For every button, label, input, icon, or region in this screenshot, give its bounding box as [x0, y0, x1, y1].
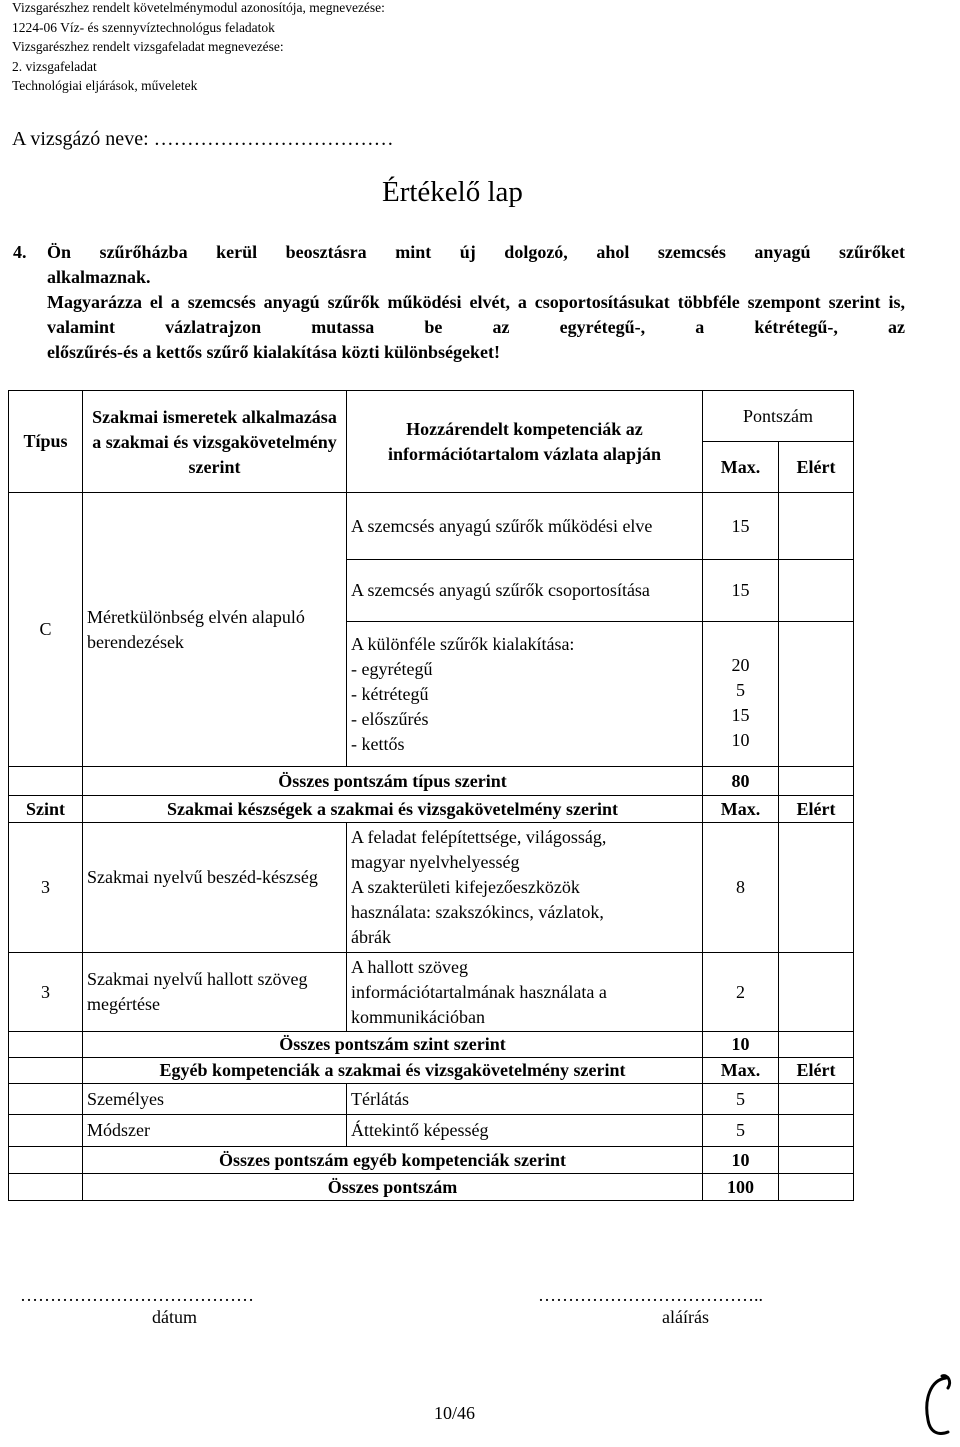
level-cell: 3 — [9, 823, 83, 953]
grand-total-label: Összes pontszám — [83, 1174, 703, 1201]
skill-name-cell: Szakmai nyelvű hallott szöveg megértése — [83, 953, 347, 1032]
header-line: 2. vizsgafeladat — [12, 58, 97, 74]
col-header-achieved: Elért — [779, 1058, 854, 1084]
skill-competence-line: kommunikációban — [351, 1006, 485, 1027]
header-line: 1224-06 Víz- és szennyvíztechnológus feladatok — [12, 19, 275, 35]
skill-competence-line: ábrák — [351, 927, 391, 947]
max-cell: 8 — [703, 823, 779, 953]
achieved-cell[interactable] — [779, 622, 854, 767]
max-cell: 15 — [703, 493, 779, 560]
knowledge-cell: Méretkülönbség elvén alapuló berendezések — [83, 493, 347, 767]
date-label: dátum — [152, 1307, 197, 1327]
other-name-cell: Áttekintő képesség — [347, 1115, 703, 1147]
competence-title: A különféle szűrők kialakítása: — [351, 633, 575, 654]
page-title: Értékelő lap — [382, 176, 523, 208]
type-cell: C — [9, 493, 83, 767]
total-type-value: 80 — [703, 767, 779, 796]
max-value: 5 — [736, 680, 745, 700]
achieved-cell[interactable] — [779, 560, 854, 622]
max-cell: 2 — [703, 953, 779, 1032]
max-value: 15 — [731, 705, 750, 725]
header-line: Technológiai eljárások, műveletek — [12, 78, 198, 94]
other-kind-cell: Módszer — [83, 1115, 347, 1147]
candidate-name-line: A vizsgázó neve: ……………………………… — [12, 128, 394, 150]
skill-competence-line: magyar nyelvhelyesség — [351, 852, 520, 872]
signature-label: aláírás — [662, 1307, 709, 1327]
skill-competence-line: A feladat felépítettsége, világosság, — [351, 827, 607, 847]
competence-cell — [347, 622, 703, 767]
max-cell: 5 — [703, 1084, 779, 1115]
col-header-skills: Szakmai készségek a szakmai és vizsgakövetelmény szerint — [83, 796, 703, 823]
col-header-competence: Hozzárendelt kompetenciák az információtartalom vázlata alapján — [347, 391, 703, 493]
col-header-points: Pontszám — [703, 391, 854, 442]
level-cell: 3 — [9, 953, 83, 1032]
skill-name-cell: Szakmai nyelvű beszéd-készség — [83, 823, 347, 953]
date-dots: ………………………………… — [20, 1285, 254, 1305]
other-name-cell: Térlátás — [347, 1084, 703, 1115]
competence-cell: A szemcsés anyagú szűrők működési elve — [347, 493, 703, 560]
total-other-value: 10 — [703, 1147, 779, 1174]
total-type-label: Összes pontszám típus szerint — [83, 767, 703, 796]
max-cell: 5 — [703, 1115, 779, 1147]
task-body: Magyarázza el a szemcsés anyagú szűrők működési elvét, a csoportosításukat többféle szempont szerint is, valamint vázlatrajzon mutassa be az egyrétegű-, a kétrétegű-, az — [47, 292, 905, 337]
competence-item: - kétrétegű — [351, 683, 429, 704]
task-line-1: Ön szűrőházba kerül beosztásra mint új dolgozó, ahol szemcsés anyagú szűrőket — [47, 242, 905, 262]
skill-competence-line: használata: szakszókincs, vázlatok, — [351, 902, 604, 922]
skill-competence-line: A szakterületi kifejezőeszközök — [351, 877, 580, 897]
total-other-label: Összes pontszám egyéb kompetenciák szerint — [83, 1147, 703, 1174]
achieved-cell[interactable] — [779, 823, 854, 953]
other-kind-cell: Személyes — [83, 1084, 347, 1115]
achieved-cell[interactable] — [779, 1115, 854, 1147]
header-line: Vizsgarészhez rendelt követelménymodul azonosítója, megnevezése: — [12, 0, 385, 15]
competence-item: - előszűrés — [351, 708, 429, 729]
total-level-label: Összes pontszám szint szerint — [83, 1032, 703, 1058]
max-value: 20 — [731, 655, 750, 675]
header-line: Vizsgarészhez rendelt vizsgafeladat megnevezése: — [12, 39, 284, 55]
col-header-type: Típus — [9, 391, 83, 493]
max-cell — [703, 622, 779, 767]
col-header-max: Max. — [703, 442, 779, 493]
skill-competence-line: A hallott szöveg — [351, 956, 468, 977]
grand-total-value: 100 — [703, 1174, 779, 1201]
page-number: 10/46 — [434, 1403, 476, 1423]
competence-cell: A szemcsés anyagú szűrők csoportosítása — [347, 560, 703, 622]
task-line-2: alkalmaznak. — [47, 267, 151, 287]
col-header-max: Max. — [703, 796, 779, 823]
col-header-other: Egyéb kompetenciák a szakmai és vizsgakövetelmény szerint — [83, 1058, 703, 1084]
skill-competence-cell — [347, 953, 703, 1032]
max-cell: 15 — [703, 560, 779, 622]
col-header-max: Max. — [703, 1058, 779, 1084]
col-header-knowledge: Szakmai ismeretek alkalmazása a szakmai és vizsgakövetelmény szerint — [83, 391, 347, 493]
task-number: 4. — [13, 242, 27, 262]
total-level-value: 10 — [703, 1032, 779, 1058]
max-value: 10 — [731, 730, 750, 750]
signature-dots: ……………………………….. — [538, 1285, 763, 1305]
evaluation-table — [8, 390, 854, 1201]
task-last-line: előszűrés-és a kettős szűrő kialakítása közti különbségeket! — [47, 342, 500, 362]
skill-competence-cell — [347, 823, 703, 953]
col-header-achieved: Elért — [779, 442, 854, 493]
achieved-cell[interactable] — [779, 1084, 854, 1115]
task-description — [13, 240, 905, 365]
document-header — [12, 0, 385, 96]
handwritten-mark-icon — [918, 1372, 956, 1442]
achieved-cell[interactable] — [779, 953, 854, 1032]
achieved-cell[interactable] — [779, 1147, 854, 1174]
competence-item: - egyrétegű — [351, 658, 433, 679]
competence-item: - kettős — [351, 733, 405, 754]
achieved-cell[interactable] — [779, 1174, 854, 1201]
achieved-cell[interactable] — [779, 767, 854, 796]
col-header-level: Szint — [9, 796, 83, 823]
achieved-cell[interactable] — [779, 1032, 854, 1058]
col-header-achieved: Elért — [779, 796, 854, 823]
achieved-cell[interactable] — [779, 493, 854, 560]
skill-competence-line: információtartalmának használata a — [351, 981, 607, 1002]
